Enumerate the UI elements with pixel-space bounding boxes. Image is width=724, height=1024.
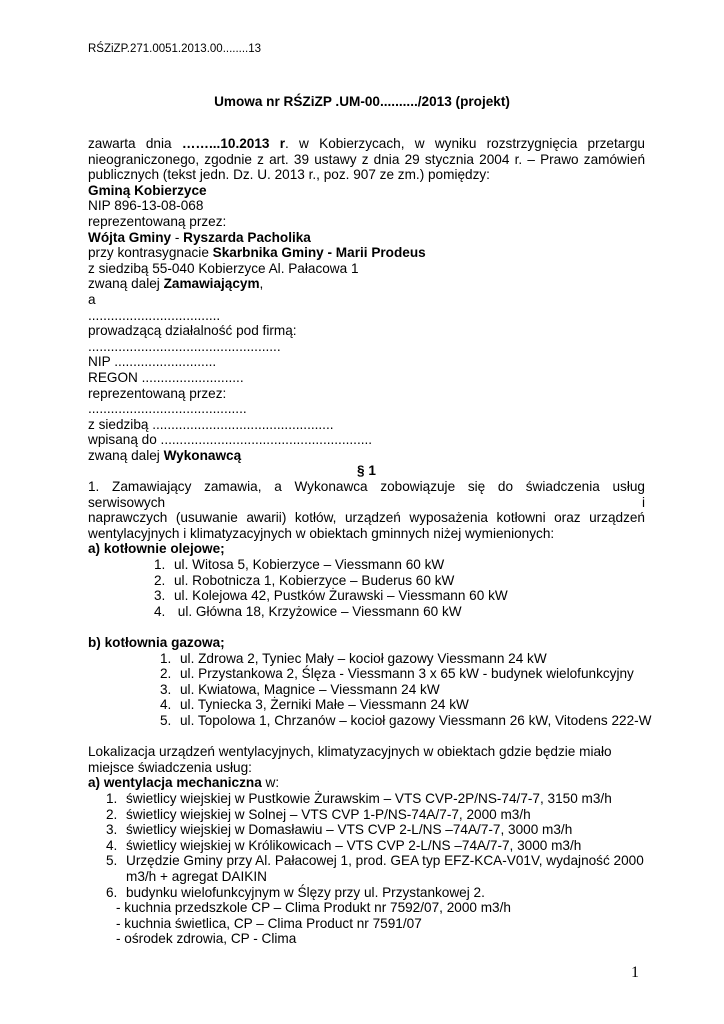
party1-nip: NIP 896-13-08-068 bbox=[88, 198, 204, 214]
party1-called: zwaną dalej Zamawiającym, bbox=[88, 276, 264, 292]
contract-title: Umowa nr RŚZiZP .UM-00........../2013 (projekt) bbox=[214, 94, 510, 109]
oil-boilers-heading: a) kotłownie olejowe; bbox=[88, 541, 225, 557]
list-item: 4. świetlicy wiejskiej w Królikowicach – VTS CVP 2-L/NS –74A/7-7, 3000 m3/h bbox=[106, 837, 582, 853]
intro-line-1: zawarta dnia ……...10.2013 r. w Kobierzycach, w wyniku rozstrzygnięcia przetargu bbox=[88, 136, 645, 151]
section-1-heading: § 1 bbox=[357, 463, 376, 479]
spacer bbox=[88, 729, 645, 745]
list-item: 2. świetlicy wiejskiej w Solnej – VTS CVP 1-P/NS-74A/7-7, 2000 m3/h bbox=[106, 806, 531, 822]
intro-line-2: nieograniczonego, zgodnie z art. 39 ustawy z dnia 29 stycznia 2004 r. – Prawo zamówień bbox=[88, 151, 645, 167]
list-item: 5. Urzędzie Gminy przy Al. Pałacowej 1, prod. GEA typ EFZ-KCA-V01V, wydajność 2000 bbox=[106, 853, 644, 869]
party2-called: zwaną dalej Wykonawcą bbox=[88, 447, 242, 463]
section-1-para-line-3: wentylacyjnych i klimatyzacyjnych w obiektach gminnych niżej wymienionych: bbox=[88, 525, 555, 541]
page-number: 1 bbox=[631, 964, 639, 981]
list-item-continuation: m3/h + agregat DAIKIN bbox=[126, 868, 267, 884]
list-item: 2. ul. Robotnicza 1, Kobierzyce – Buderus 60 kW bbox=[154, 572, 455, 588]
party2-business: prowadzącą działalność pod firmą: bbox=[88, 323, 297, 339]
party1-seat: z siedzibą 55-040 Kobierzyce Al. Pałacowa 1 bbox=[88, 260, 359, 276]
document-reference: RŚZiZP.271.0051.2013.00........13 bbox=[88, 43, 262, 55]
list-item: 2. ul. Przystankowa 2, Ślęza - Viessmann 3 x 65 kW - budynek wielofunkcyjny bbox=[160, 666, 634, 682]
gas-boiler-heading: b) kotłownia gazowa; bbox=[88, 635, 225, 650]
party1-rep: reprezentowaną przez: bbox=[88, 213, 227, 229]
list-item: 5. ul. Topolowa 1, Chrzanów – kocioł gazowy Viessmann 26 kW, Vitodens 222-W bbox=[160, 712, 652, 728]
section-1-para-line-1: 1. Zamawiający zamawia, a Wykonawca zobowiązuje się do świadczenia usług serwisowych i bbox=[88, 479, 645, 510]
sub-list-item: - kuchnia przedszkole CP – Clima Produkt nr 7592/07, 2000 m3/h bbox=[116, 900, 511, 916]
party1-countersign: przy kontrasygnacie Skarbnika Gminy - Marii Prodeus bbox=[88, 245, 426, 261]
party2-rep: reprezentowaną przez: bbox=[88, 385, 227, 401]
list-item: 1. ul. Zdrowa 2, Tyniec Mały – kocioł gazowy Viessmann 24 kW bbox=[160, 650, 547, 666]
list-item: 3. ul. Kwiatowa, Magnice – Viessmann 24 kW bbox=[160, 681, 440, 697]
list-item: 4. ul. Główna 18, Krzyżowice – Viessmann 60 kW bbox=[154, 603, 462, 619]
list-item: 4. ul. Tyniecka 3, Żerniki Małe – Viessmann 24 kW bbox=[160, 697, 469, 713]
party2-dots-1: ................................... bbox=[88, 307, 221, 323]
contract-body bbox=[88, 136, 652, 947]
list-item: 3. ul. Kolejowa 42, Pustków Żurawski – Viessmann 60 kW bbox=[154, 588, 508, 604]
list-item: 6. budynku wielofunkcyjnym w Ślęzy przy ul. Przystankowej 2. bbox=[106, 884, 485, 900]
spacer bbox=[88, 619, 645, 635]
ventilation-heading: a) wentylacja mechaniczna w: bbox=[88, 775, 280, 791]
and-connector: a bbox=[88, 291, 96, 307]
party2-nip: NIP ........................... bbox=[88, 354, 217, 370]
location-line-2: miejsce świadczenia usług: bbox=[88, 759, 252, 775]
section-1-para-line-2: naprawczych (usuwanie awarii) kotłów, urządzeń wyposażenia kotłowni oraz urządzeń bbox=[88, 510, 645, 526]
sub-list-item: - ośrodek zdrowia, CP - Clima bbox=[116, 931, 297, 947]
intro-line-3: publicznych (tekst jedn. Dz. U. 2013 r., poz. 907 ze zm.) pomiędzy: bbox=[88, 167, 490, 183]
sub-list-item: - kuchnia świetlica, CP – Clima Product nr 7591/07 bbox=[116, 915, 422, 931]
list-item: 3. świetlicy wiejskiej w Domasławiu – VTS CVP 2-L/NS –74A/7-7, 3000 m3/h bbox=[106, 822, 573, 838]
location-line-1: Lokalizacja urządzeń wentylacyjnych, klimatyzacyjnych w obiektach gdzie będzie miało bbox=[88, 744, 612, 760]
party1-name: Gminą Kobierzyce bbox=[88, 182, 207, 198]
party2-registry: wpisaną do ........................................................ bbox=[88, 432, 373, 448]
party1-wojt: Wójta Gminy - Ryszarda Pacholika bbox=[88, 229, 311, 245]
list-item: 1. świetlicy wiejskiej w Pustkowie Żurawskim – VTS CVP-2P/NS-74/7-7, 3150 m3/h bbox=[106, 790, 612, 806]
party2-regon: REGON ........................... bbox=[88, 369, 244, 385]
party2-dots-3: .......................................... bbox=[88, 401, 247, 417]
list-item: 1. ul. Witosa 5, Kobierzyce – Viessmann 60 kW bbox=[154, 557, 445, 573]
party2-seat: z siedzibą ................................................ bbox=[88, 416, 334, 432]
party2-dots-2: ................................................... bbox=[88, 338, 281, 354]
